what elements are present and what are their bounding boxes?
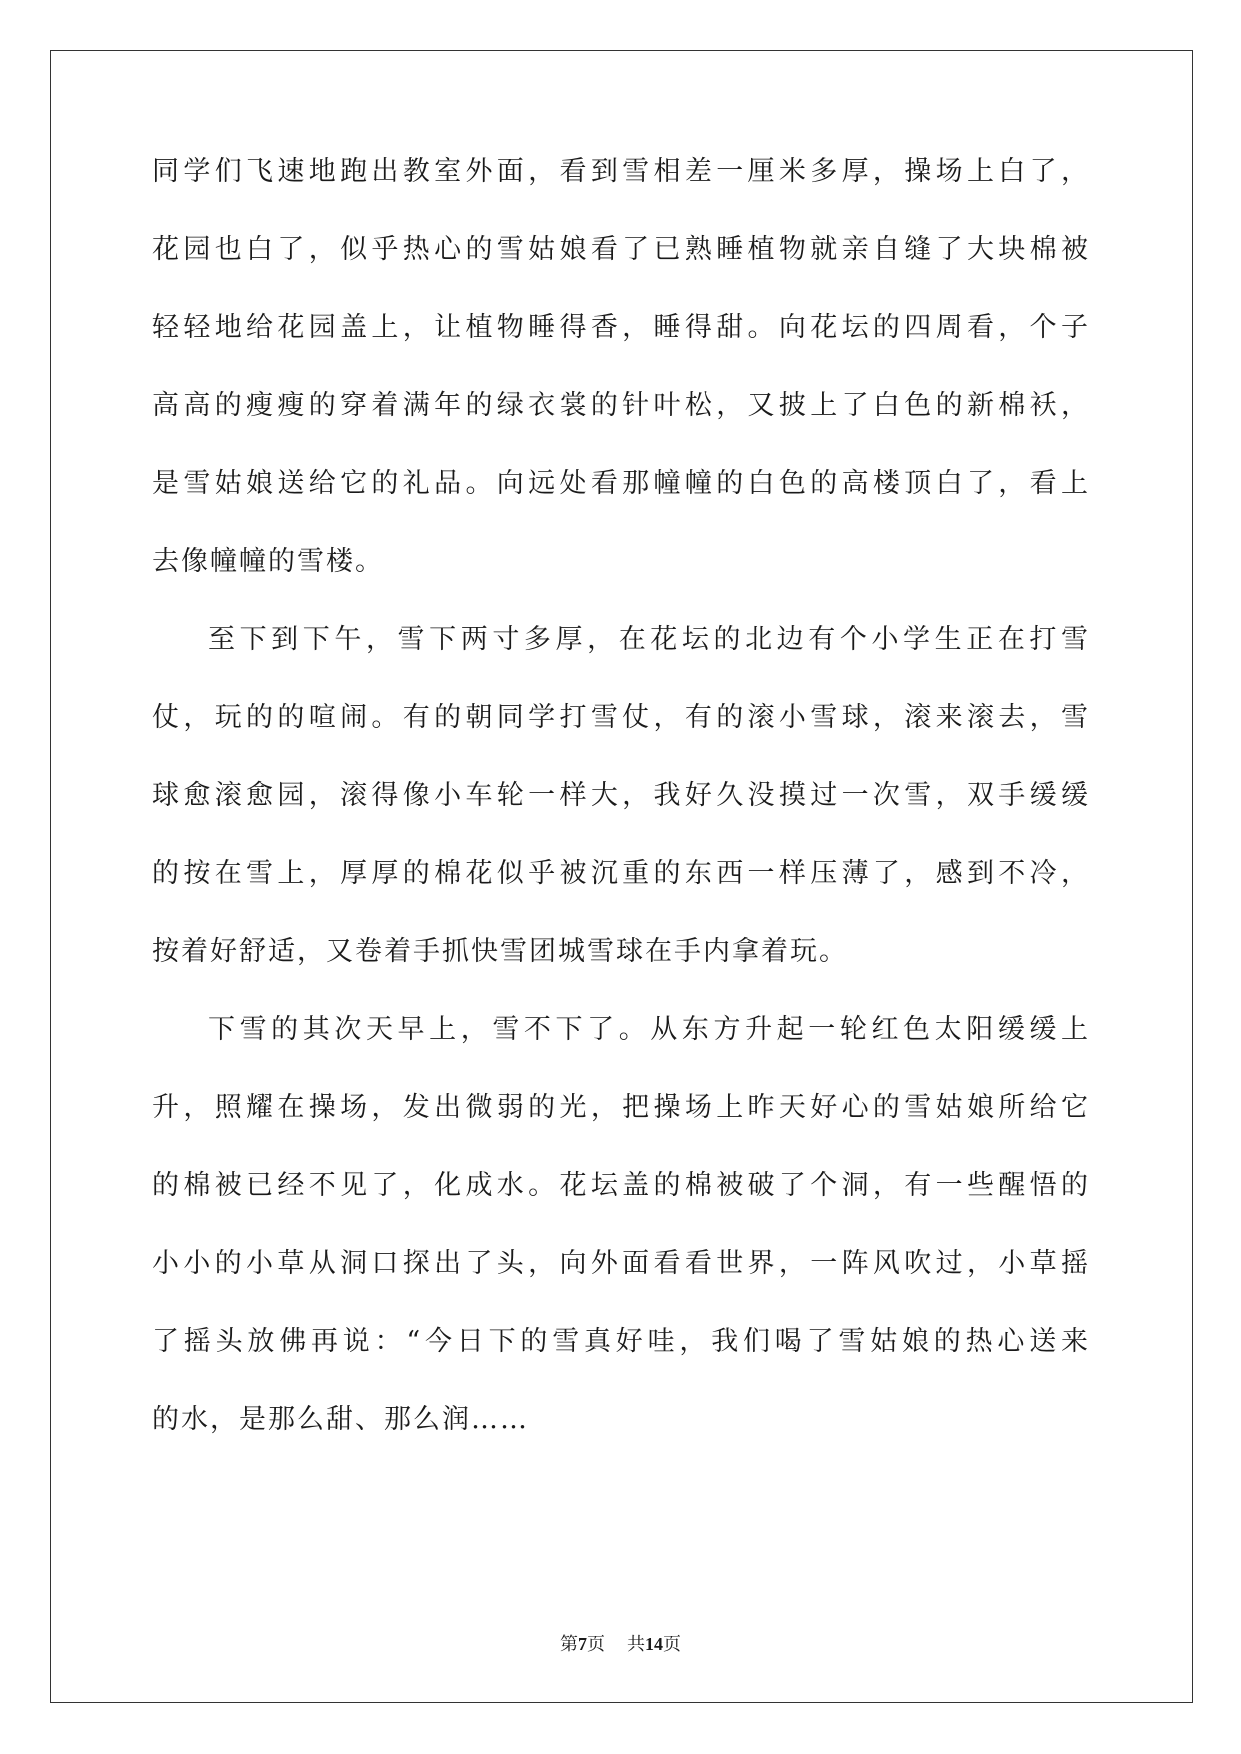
- page-footer: [0, 1632, 1241, 1657]
- text-line: 仗，玩的的喧闹。有的朝同学打雪仗，有的滚小雪球，滚来滚去，雪: [152, 702, 1090, 733]
- text-line: 的按在雪上，厚厚的棉花似乎被沉重的东西一样压薄了，感到不冷，: [152, 858, 1090, 889]
- page-number: 7: [578, 1634, 587, 1654]
- text-line: 的棉被已经不见了，化成水。花坛盖的棉被破了个洞，有一些醒悟的: [152, 1170, 1090, 1201]
- text-line: 花园也白了，似乎热心的雪姑娘看了已熟睡植物就亲自缝了大块棉被: [152, 234, 1090, 265]
- text-line: 至下到下午，雪下两寸多厚，在花坛的北边有个小学生正在打雪: [208, 624, 1090, 655]
- footer-total-suffix: 页: [663, 1634, 681, 1655]
- footer-total-prefix: 共: [627, 1634, 645, 1655]
- document-body: [152, 152, 1090, 1478]
- text-line: 的水，是那么甜、那么润……: [152, 1404, 529, 1435]
- text-line: 下雪的其次天早上，雪不下了。从东方升起一轮红色太阳缓缓上: [208, 1014, 1090, 1045]
- text-line: 高高的瘦瘦的穿着满年的绿衣裳的针叶松，又披上了白色的新棉袄，: [152, 390, 1090, 421]
- text-line: 轻轻地给花园盖上，让植物睡得香，睡得甜。向花坛的四周看，个子: [152, 312, 1090, 343]
- total-pages: 14: [645, 1634, 663, 1654]
- text-line: 同学们飞速地跑出教室外面，看到雪相差一厘米多厚，操场上白了，: [152, 156, 1090, 187]
- text-line: 按着好舒适，又卷着手抓快雪团城雪球在手内拿着玩。: [152, 936, 848, 967]
- text-line: 是雪姑娘送给它的礼品。向远处看那幢幢的白色的高楼顶白了，看上: [152, 468, 1090, 499]
- text-line: 了摇头放佛再说：“今日下的雪真好哇，我们喝了雪姑娘的热心送来: [152, 1326, 1090, 1357]
- footer-page-suffix: 页: [587, 1634, 605, 1655]
- text-line: 去像幢幢的雪楼。: [152, 546, 384, 577]
- text-line: 球愈滚愈园，滚得像小车轮一样大，我好久没摸过一次雪，双手缓缓: [152, 780, 1090, 811]
- footer-prefix: 第: [560, 1634, 578, 1655]
- text-line: 小小的小草从洞口探出了头，向外面看看世界，一阵风吹过，小草摇: [152, 1248, 1090, 1279]
- text-line: 升，照耀在操场，发出微弱的光，把操场上昨天好心的雪姑娘所给它: [152, 1092, 1090, 1123]
